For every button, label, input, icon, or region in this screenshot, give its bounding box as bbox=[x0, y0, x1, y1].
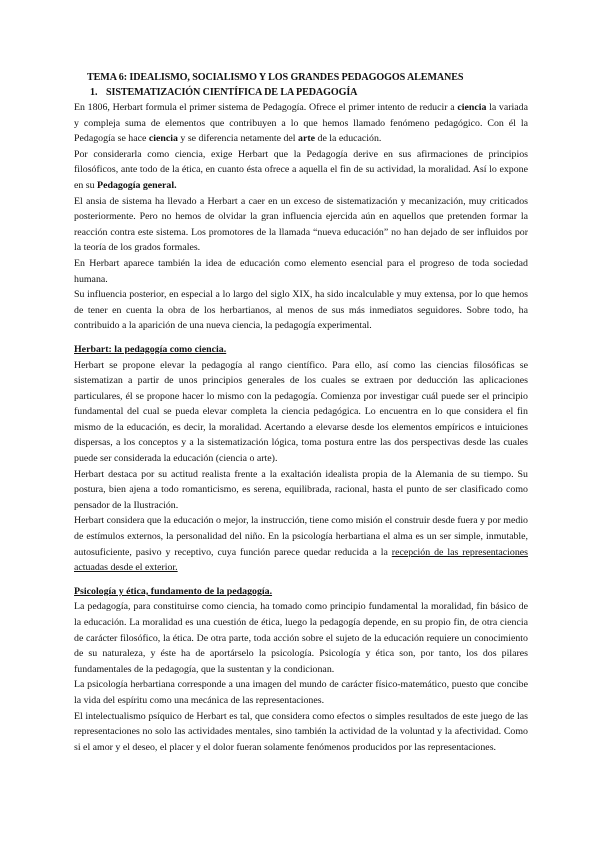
text-run: En 1806, Herbart formula el primer sistema de Pedagogía. Ofrece el primer intento de reducir a bbox=[74, 102, 458, 113]
section-title bbox=[74, 85, 528, 100]
bold-term: ciencia bbox=[148, 133, 178, 145]
paragraph: El intelectualismo psíquico de Herbart es tal, que considera como efectos o simples resultados de este juego de las representaciones no solo las actividades mentales, sino también la actividad de la voluntad y la afectividad. Como si el amor y el deseo, el placer y el dolor fueran solamente fenómenos producidos por las representaciones. bbox=[74, 710, 528, 753]
paragraph: Su influencia posterior, en especial a lo largo del siglo XIX, ha sido incalculable y muy extensa, por lo que hemos de tener en cuenta la obra de los herbartianos, al menos de sus más inmediatos seguidores. Sobre todo, ha contribuido a la aparición de una nueva ciencia, la pedagogía experimental. bbox=[74, 289, 528, 332]
bold-term: Pedagogía general. bbox=[97, 179, 177, 191]
document-title: TEMA 6: IDEALISMO, SOCIALISMO Y LOS GRANDES PEDAGOGOS ALEMANES bbox=[87, 72, 464, 83]
section-title-text: SISTEMATIZACIÓN CIENTÍFICA DE LA PEDAGOGÍA bbox=[106, 87, 358, 98]
text-run: Por considerarla como ciencia, exige Herbart que la Pedagogía derive en sus afirmaciones de principios filosóficos, ante todo de la ética, en cuanto ésta ofrece a aquella el fin de su actividad, la moralidad. Así lo expone en su bbox=[74, 148, 528, 191]
paragraph: En Herbart aparece también la idea de educación como elemento esencial para el progreso de toda sociedad humana. bbox=[74, 257, 528, 285]
text-run: Herbart considera que la educación o mejor, la instrucción, tiene como misión el construir desde fuera y por medio de estímulos externos, la personalidad del niño. En la psicología herbartiana el alma es un ser simple, inmutable, autosuficiente, pasivo y receptivo, cuya función parece quedar reducida a la bbox=[74, 515, 528, 558]
paragraph bbox=[74, 100, 528, 147]
underlined-text: recepción de las representaciones actuadas desde el exterior. bbox=[74, 546, 529, 574]
paragraph: Herbart destaca por su actitud realista frente a la exaltación idealista propia de la Alemania de su tiempo. Su postura, bien ajena a todo romanticismo, es serena, equilibrada, racional, hasta el punto de ser clasificado como pensador de la Ilustración. bbox=[74, 468, 528, 511]
subsection-heading: Psicología y ética, fundamento de la pedagogía. bbox=[74, 585, 273, 597]
paragraph bbox=[74, 147, 528, 194]
section-number: 1. bbox=[90, 87, 98, 98]
bold-term: ciencia bbox=[457, 102, 487, 113]
paragraph bbox=[74, 513, 528, 575]
paragraph: El ansia de sistema ha llevado a Herbart a caer en un exceso de sistematización y mecanización, muy criticados posteriormente. Pero no hemos de olvidar la gran influencia ejercida aún en aquellos que pretenden formar la reacción contra este sistema. Los promotores de la llamada “nueva educación” no han dejado de ser influidos por la teoría de los grados formales. bbox=[74, 195, 528, 254]
text-run: la variada y compleja suma de elementos que contribuyen a lo que hemos llamado fenómeno pedagógico. Con él la Pedagogía se hace bbox=[74, 102, 528, 145]
bold-term: arte bbox=[298, 133, 316, 145]
paragraph: La psicología herbartiana corresponde a una imagen del mundo de carácter físico-matemático, puesto que concibe la vida del espíritu como una mecánica de las representaciones. bbox=[74, 679, 528, 706]
text-run: y se diferencia netamente del bbox=[177, 133, 299, 145]
document-page bbox=[74, 70, 528, 755]
subsection-heading: Herbart: la pedagogía como ciencia. bbox=[74, 343, 227, 355]
paragraph: Herbart se propone elevar la pedagogía al rango científico. Para ello, así como las ciencias filosóficas se sistematizan a partir de unos principios generales de los cuales se extraen por deducción las aplicaciones particulares, él se propone hacer lo mismo con la pedagogía. Comienza por investigar cuál puede ser el principio fundamental del cual se pueda elevar completa la ciencia pedagógica. Lo encuentra en lo que considera el fin mismo de la educación, es decir, la moralidad. Acertando a elevarse desde los elementos empíricos e intuiciones dispersas, a los conceptos y a la sistematización lógica, toma postura entre las dos perspectivas desde las cuales puede ser considerada la educación (ciencia o arte). bbox=[74, 359, 528, 465]
text-run: de la educación. bbox=[315, 133, 382, 145]
paragraph: La pedagogía, para constituirse como ciencia, ha tomado como principio fundamental la moralidad, fin básico de la educación. La moralidad es una cuestión de ética, luego la pedagogía depende, en su propio fin, de otra ciencia de carácter filosófico, la ética. De otra parte, toda acción sobre el sujeto de la educación requiere un conocimiento de su naturaleza, y éste ha de aportárselo la psicología. Psicología y ética son, por tanto, los dos pilares fundamentales de la pedagogía, que la sustentan y la condicionan. bbox=[74, 601, 528, 675]
